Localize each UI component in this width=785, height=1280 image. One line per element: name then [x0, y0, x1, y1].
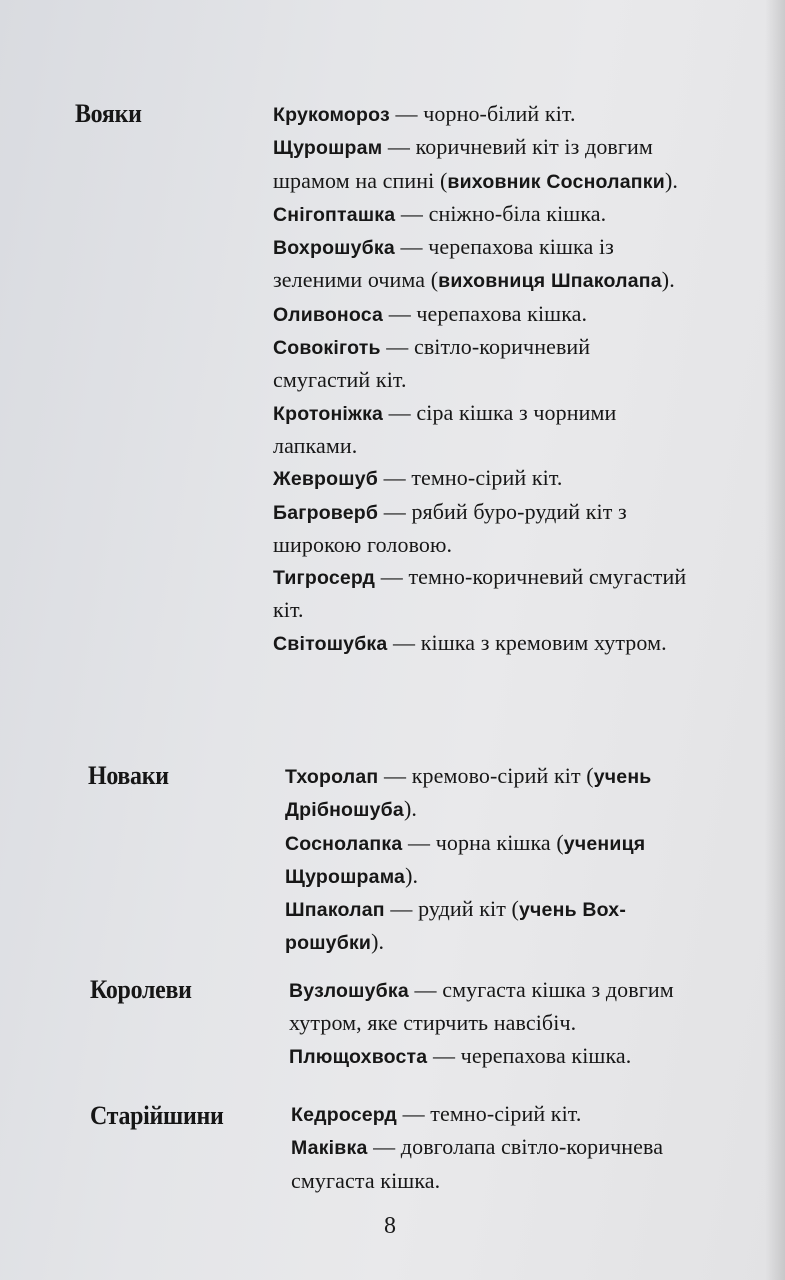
- entry-description: — чорно-білий кіт.: [389, 101, 576, 126]
- entry-name: Кротоніжка: [273, 402, 384, 425]
- entry-description: — сніжно-біла кішка.: [395, 200, 607, 226]
- entry-krukomoroz: [273, 98, 693, 131]
- section-title-elders: Старійшини: [90, 1101, 224, 1130]
- entry-name: Оливоноса: [273, 303, 384, 326]
- entry-svitoshubka: [273, 627, 693, 660]
- entry-description: — черепахова кішка із зеленими очима (: [273, 234, 614, 293]
- section-title-queens: Королеви: [90, 975, 192, 1004]
- entry-vuzloshubka: [289, 974, 707, 1040]
- entry-name: Щурошрам: [273, 137, 383, 160]
- entry-description: — черепахова кішка.: [383, 300, 588, 326]
- entry-note: учень Дрібношуба: [285, 766, 652, 822]
- page-number: 8: [384, 1213, 396, 1239]
- entry-description: — коричневий кіт із довгим шрамом на спині (: [273, 134, 653, 193]
- entry-note: виховник Соснолапки: [447, 170, 665, 193]
- entry-zhevroshub: [273, 462, 693, 495]
- entry-bahroverb: [273, 496, 693, 562]
- entry-description: — смугаста кішка з довгим хутром, яке стирчить навсібіч.: [289, 977, 674, 1036]
- entry-description: — довголапа світло-коричнева смугаста кішка.: [291, 1134, 664, 1193]
- entry-krotonizhka: [273, 397, 693, 463]
- entry-name: Кедросерд: [291, 1104, 397, 1126]
- entry-end: ).: [405, 862, 419, 888]
- entry-description: — світло-коричневий смугастий кіт.: [273, 334, 591, 393]
- page-edge-shadow: [765, 0, 785, 1280]
- entry-end: ).: [661, 267, 675, 293]
- entry-sovokihot: [273, 331, 693, 397]
- entry-note: виховниця Шпаколапа: [438, 270, 662, 293]
- entry-shpakolap: [285, 893, 705, 960]
- entry-name: Крукомороз: [273, 104, 390, 126]
- entry-tkhorolap: [285, 760, 705, 827]
- entry-description: — кремово-сірий кіт (: [378, 763, 594, 788]
- entry-description: — кішка з кремовим хутром.: [387, 629, 667, 655]
- entry-makivka: [291, 1131, 706, 1197]
- entry-note: учениця Щурошрама: [285, 832, 646, 888]
- entry-plyushchokhvosta: [289, 1040, 707, 1073]
- apprentices-list: [285, 760, 705, 960]
- entry-end: ).: [371, 929, 385, 955]
- entry-name: Снігопташка: [273, 203, 396, 226]
- entry-olyvonosa: [273, 298, 693, 331]
- entry-name: Жеврошуб: [273, 468, 379, 491]
- entry-snihoptashka: [273, 198, 693, 231]
- entry-description: — темно-коричневий смугастий кіт.: [273, 564, 687, 623]
- section-title-warriors: Вояки: [75, 99, 142, 128]
- queens-list: [289, 974, 707, 1073]
- entry-name: Маківка: [291, 1137, 368, 1160]
- entry-name: Тхоролап: [285, 766, 379, 788]
- entry-description: — чорна кішка (: [402, 829, 564, 855]
- section-title-apprentices: Новаки: [88, 761, 169, 790]
- entry-name: Вузлошубка: [289, 980, 409, 1002]
- entry-description: — темно-сірий кіт.: [378, 465, 563, 491]
- entry-name: Світошубка: [273, 632, 388, 655]
- entry-end: ).: [403, 796, 417, 822]
- entry-name: Совокіготь: [273, 337, 381, 360]
- entry-name: Плющохвоста: [289, 1045, 428, 1068]
- entry-sosnolapka: [285, 827, 705, 894]
- entry-description: — черепахова кішка.: [427, 1042, 632, 1068]
- entry-name: Шпаколап: [285, 899, 385, 922]
- entry-tyhroserd: [273, 561, 693, 627]
- entry-note: учень Вохрошубки: [285, 899, 626, 955]
- entry-description: — рябий буро-рудий кіт з широкою головою.: [273, 498, 627, 557]
- warriors-list: [273, 98, 693, 660]
- entry-description: — рудий кіт (: [384, 896, 519, 922]
- elders-list: [291, 1098, 706, 1197]
- entry-description: — темно-сірий кіт.: [396, 1101, 582, 1126]
- entry-end: ).: [664, 167, 678, 193]
- entry-shchuroshram: [273, 131, 693, 198]
- entry-name: Вохрошубка: [273, 237, 395, 260]
- entry-vokhroshubka: [273, 231, 693, 298]
- entry-description: — сіра кішка з чорними лапками.: [273, 399, 617, 458]
- entry-name: Тигросерд: [273, 567, 376, 590]
- entry-name: Соснолапка: [285, 832, 403, 855]
- entry-name: Багроверб: [273, 501, 379, 524]
- entry-kedroserd: [291, 1098, 706, 1131]
